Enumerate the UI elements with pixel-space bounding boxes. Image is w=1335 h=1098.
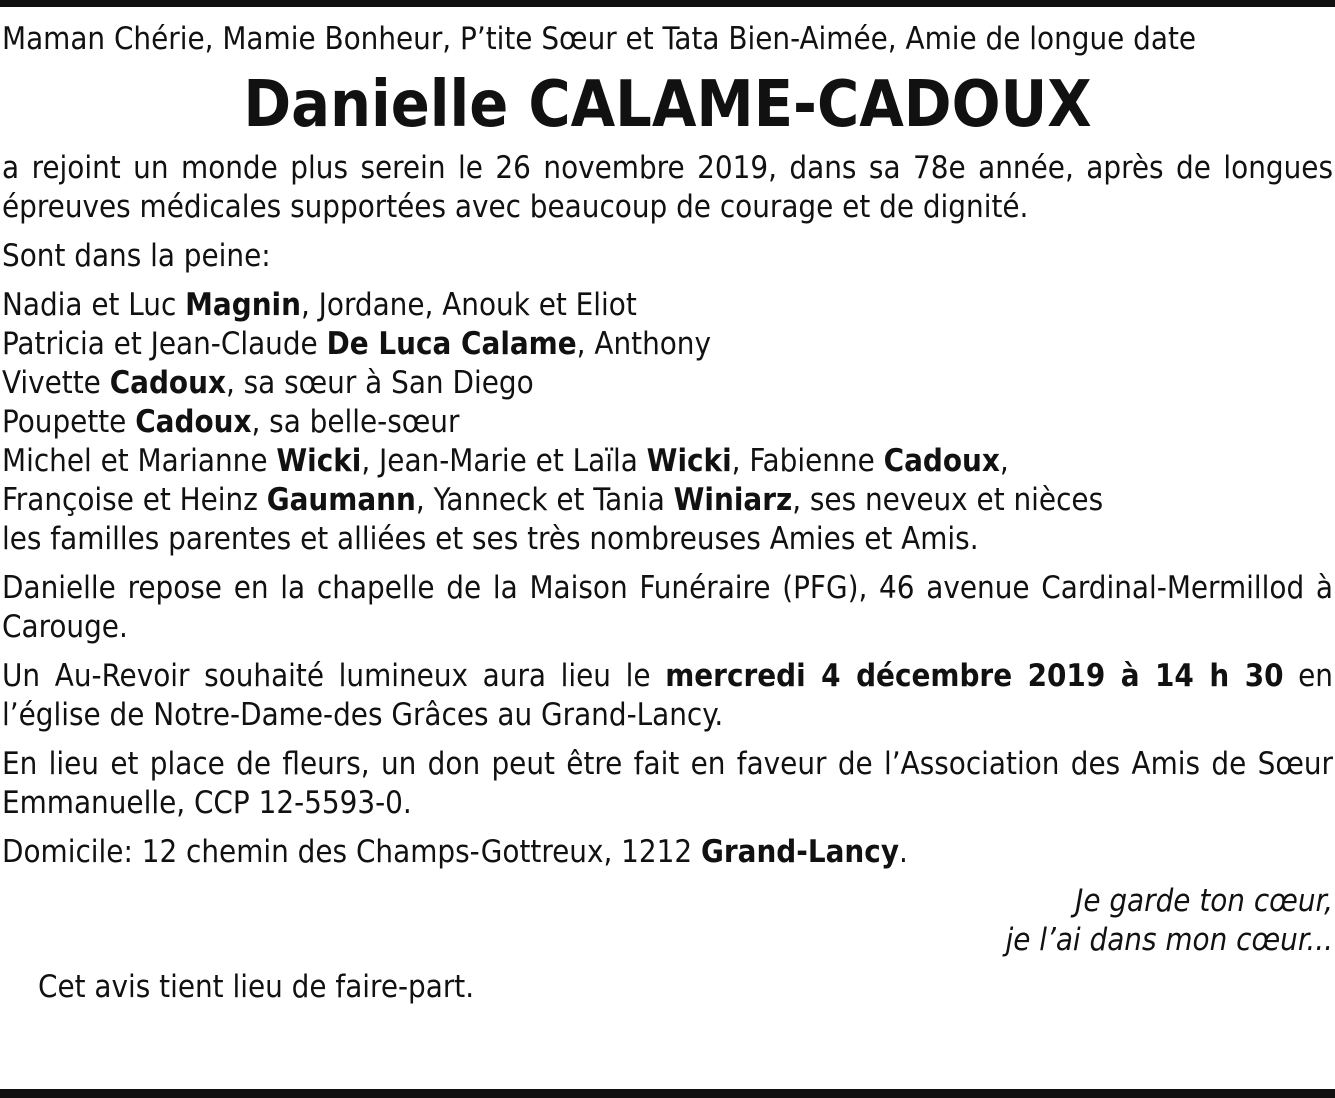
repose-paragraph: Danielle repose en la chapelle de la Maison Funéraire (PFG), 46 avenue Cardinal-Mermillod à Carouge.: [2, 570, 1333, 645]
donation-paragraph: En lieu et place de fleurs, un don peut être fait en faveur de l’Association des Amis de Sœur Emmanuelle, CCP 12-5593-0.: [2, 746, 1333, 821]
epithet: Maman Chérie, Mamie Bonheur, P’tite Sœur et Tata Bien-Aimée, Amie de longue date: [2, 21, 1197, 57]
bottom-rule: [0, 1089, 1335, 1098]
ceremony-datetime: mercredi 4 décembre 2019 à 14 h 30: [665, 658, 1284, 694]
closing-note: Cet avis tient lieu de faire-part.: [38, 969, 475, 1005]
mourner-line: Vivette Cadoux, sa sœur à San Diego: [2, 365, 534, 401]
quote-line-1: Je garde ton cœur,: [1075, 883, 1333, 919]
top-rule: [0, 0, 1335, 7]
mourner-line: Poupette Cadoux, sa belle-sœur: [2, 404, 460, 440]
quote: [2, 882, 1333, 960]
mourner-line: Michel et Marianne Wicki, Jean-Marie et Laïla Wicki, Fabienne Cadoux,: [2, 443, 1009, 479]
mourner-line: Françoise et Heinz Gaumann, Yanneck et Tania Winiarz, ses neveux et nièces: [2, 482, 1104, 518]
obituary-notice: [2, 20, 1333, 1007]
mourner-line: les familles parentes et alliées et ses très nombreuses Amies et Amis.: [2, 521, 979, 557]
ceremony-paragraph: Un Au-Revoir souhaité lumineux aura lieu le mercredi 4 décembre 2019 à 14 h 30 en l’église de Notre-Dame-des Grâces au Grand-Lancy.: [2, 658, 1333, 733]
mourners-list: [2, 286, 1333, 559]
mourner-line: Patricia et Jean-Claude De Luca Calame, Anthony: [2, 326, 711, 362]
mourner-line: Nadia et Luc Magnin, Jordane, Anouk et Eliot: [2, 287, 637, 323]
announcement: a rejoint un monde plus serein le 26 novembre 2019, dans sa 78e année, après de longues épreuves médicales supportées avec beaucoup de courage et de dignité.: [2, 150, 1333, 225]
quote-line-2: je l’ai dans mon cœur...: [1005, 922, 1333, 958]
deceased-name: Danielle CALAME-CADOUX: [243, 68, 1092, 142]
domicile-line: Domicile: 12 chemin des Champs-Gottreux, 1212 Grand-Lancy.: [2, 834, 908, 870]
mourners-intro: Sont dans la peine:: [2, 238, 271, 274]
